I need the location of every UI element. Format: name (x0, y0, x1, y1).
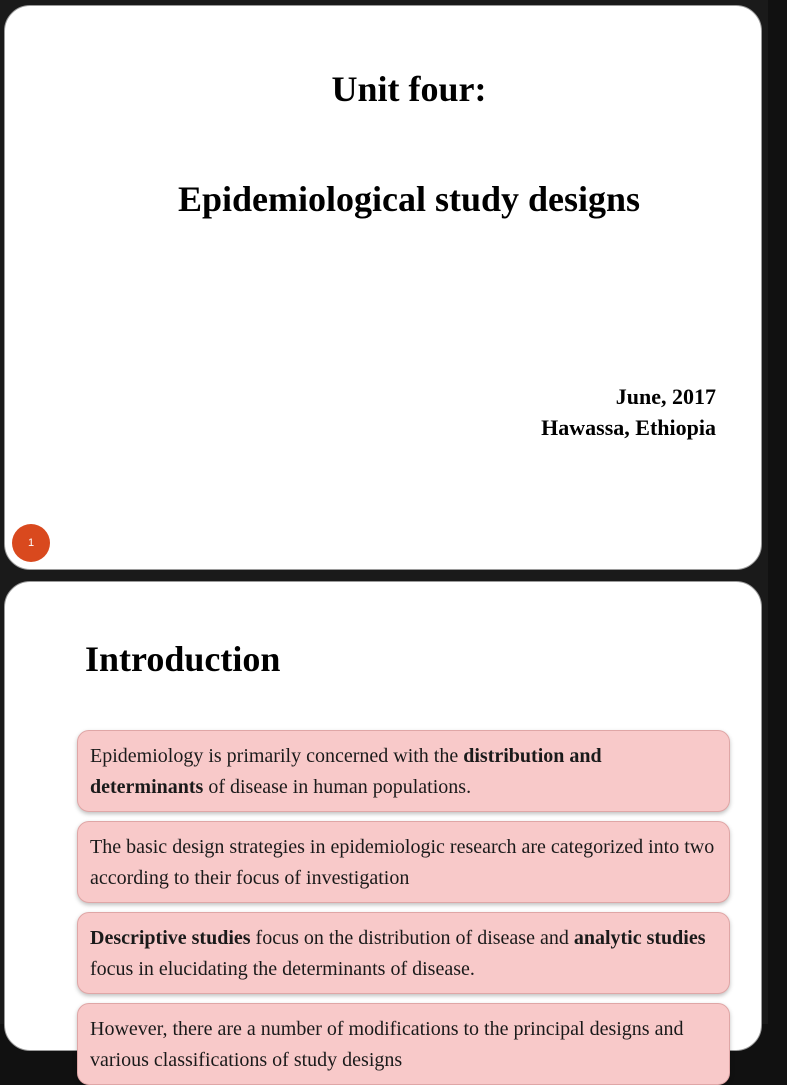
topic-title: Epidemiological study designs (177, 179, 641, 219)
content-box-modifications (77, 1003, 730, 1085)
presentation-location: Hawassa, Ethiopia (541, 415, 716, 440)
slide-heading: Introduction (85, 639, 281, 679)
box-text: Epidemiology is primarily concerned with the (90, 745, 464, 767)
box-text: focus in elucidating the determinants of disease. (90, 958, 475, 980)
slide-number-badge: 1 (12, 524, 50, 562)
slide-introduction (4, 581, 762, 1071)
content-box-study-types (77, 912, 730, 994)
box-bold-text: Descriptive studies (90, 927, 251, 949)
box-text: The basic design strategies in epidemiologic research are categorized into two according to their focus of investigation (90, 836, 715, 889)
presentation-date: June, 2017 (615, 384, 716, 409)
content-box-design-strategies (77, 821, 730, 903)
unit-title: Unit four: (331, 69, 487, 109)
box-text: However, there are a number of modifications to the principal designs and various classifications of study designs (90, 1018, 684, 1071)
content-box-distribution (77, 730, 730, 812)
slide-title (4, 5, 762, 570)
box-bold-text: distribution and determinants (90, 745, 602, 798)
box-text: focus on the distribution of disease and (250, 927, 574, 949)
box-bold-text: analytic studies (573, 927, 706, 949)
box-text: of disease in human populations. (203, 776, 472, 798)
